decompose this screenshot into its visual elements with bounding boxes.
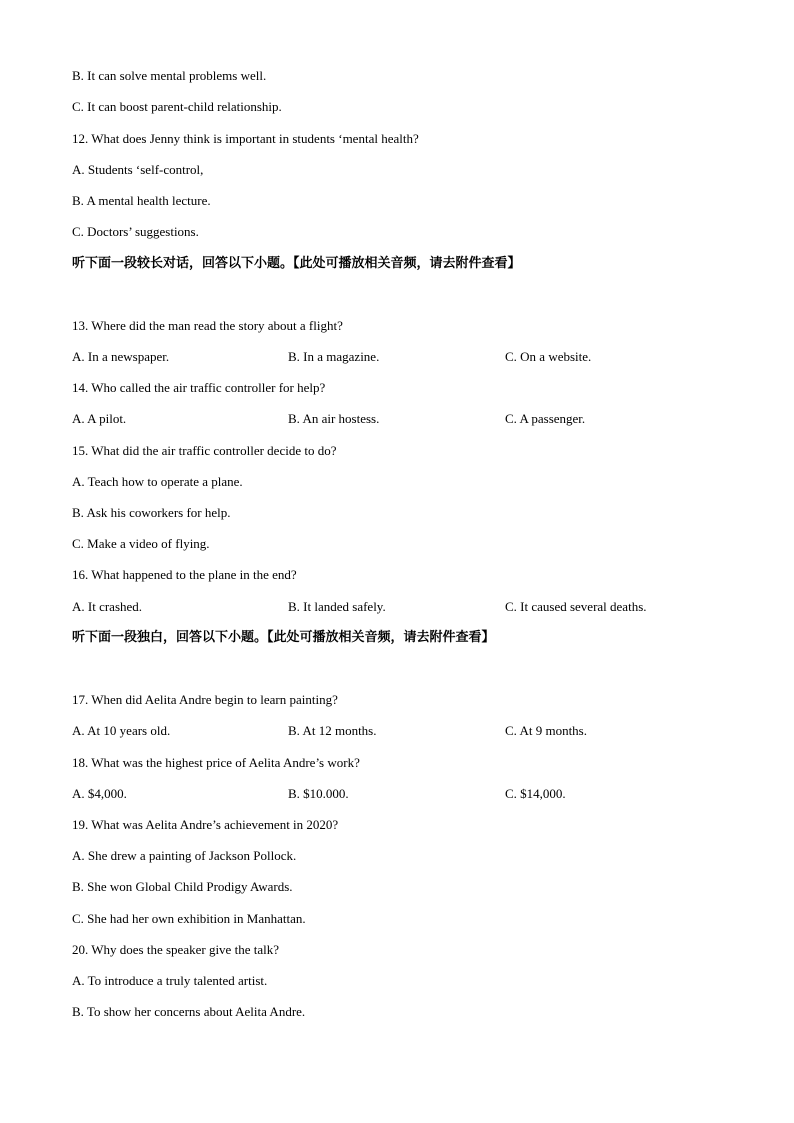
- q11-option-b: B. It can solve mental problems well.: [72, 68, 267, 83]
- q16-option-a: A. It crashed.: [72, 599, 143, 614]
- q16-option-b: B. It landed safely.: [288, 599, 386, 614]
- q13-option-b: B. In a magazine.: [288, 349, 380, 364]
- q20-option-b: B. To show her concerns about Aelita Andre.: [72, 1004, 306, 1019]
- q17-options: [72, 723, 752, 739]
- q19-question: 19. What was Aelita Andre’s achievement in 2020?: [72, 817, 339, 832]
- section-instruction-dialogue: 听下面一段较长对话，回答以下小题。【此处可播放相关音频，请去附件查看】: [72, 256, 521, 271]
- q12-option-c: C. Doctors’ suggestions.: [72, 224, 199, 239]
- q19-option-b: B. She won Global Child Prodigy Awards.: [72, 879, 293, 894]
- q18-option-c: C. $14,000.: [505, 786, 566, 801]
- q12-option-a: A. Students ‘self-control,: [72, 162, 204, 177]
- q18-options: [72, 786, 752, 802]
- q14-question: 14. Who called the air traffic controller for help?: [72, 380, 326, 395]
- q11-option-c: C. It can boost parent-child relationship.: [72, 99, 282, 114]
- q16-option-c: C. It caused several deaths.: [505, 599, 647, 614]
- q17-option-b: B. At 12 months.: [288, 723, 377, 738]
- q19-option-a: A. She drew a painting of Jackson Pollock.: [72, 848, 297, 863]
- q13-option-c: C. On a website.: [505, 349, 592, 364]
- q16-options: [72, 599, 752, 615]
- q14-options: [72, 411, 752, 427]
- q19-option-c: C. She had her own exhibition in Manhattan.: [72, 911, 306, 926]
- q18-option-a: A. $4,000.: [72, 786, 127, 801]
- q18-option-b: B. $10.000.: [288, 786, 349, 801]
- q20-option-a: A. To introduce a truly talented artist.: [72, 973, 268, 988]
- q18-question: 18. What was the highest price of Aelita Andre’s work?: [72, 755, 360, 770]
- q16-question: 16. What happened to the plane in the end?: [72, 567, 297, 582]
- q15-option-a: A. Teach how to operate a plane.: [72, 474, 243, 489]
- q17-option-c: C. At 9 months.: [505, 723, 587, 738]
- q13-question: 13. Where did the man read the story about a flight?: [72, 318, 343, 333]
- q14-option-b: B. An air hostess.: [288, 411, 380, 426]
- q12-question: 12. What does Jenny think is important in students ‘mental health?: [72, 131, 419, 146]
- q20-question: 20. Why does the speaker give the talk?: [72, 942, 279, 957]
- q13-options: [72, 349, 752, 365]
- q17-question: 17. When did Aelita Andre begin to learn painting?: [72, 692, 338, 707]
- q15-question: 15. What did the air traffic controller decide to do?: [72, 443, 337, 458]
- q14-option-c: C. A passenger.: [505, 411, 586, 426]
- section-instruction-monologue: 听下面一段独白，回答以下小题。【此处可播放相关音频，请去附件查看】: [72, 630, 495, 645]
- q13-option-a: A. In a newspaper.: [72, 349, 170, 364]
- q12-option-b: B. A mental health lecture.: [72, 193, 211, 208]
- q17-option-a: A. At 10 years old.: [72, 723, 171, 738]
- q15-option-c: C. Make a video of flying.: [72, 536, 210, 551]
- q14-option-a: A. A pilot.: [72, 411, 127, 426]
- q15-option-b: B. Ask his coworkers for help.: [72, 505, 231, 520]
